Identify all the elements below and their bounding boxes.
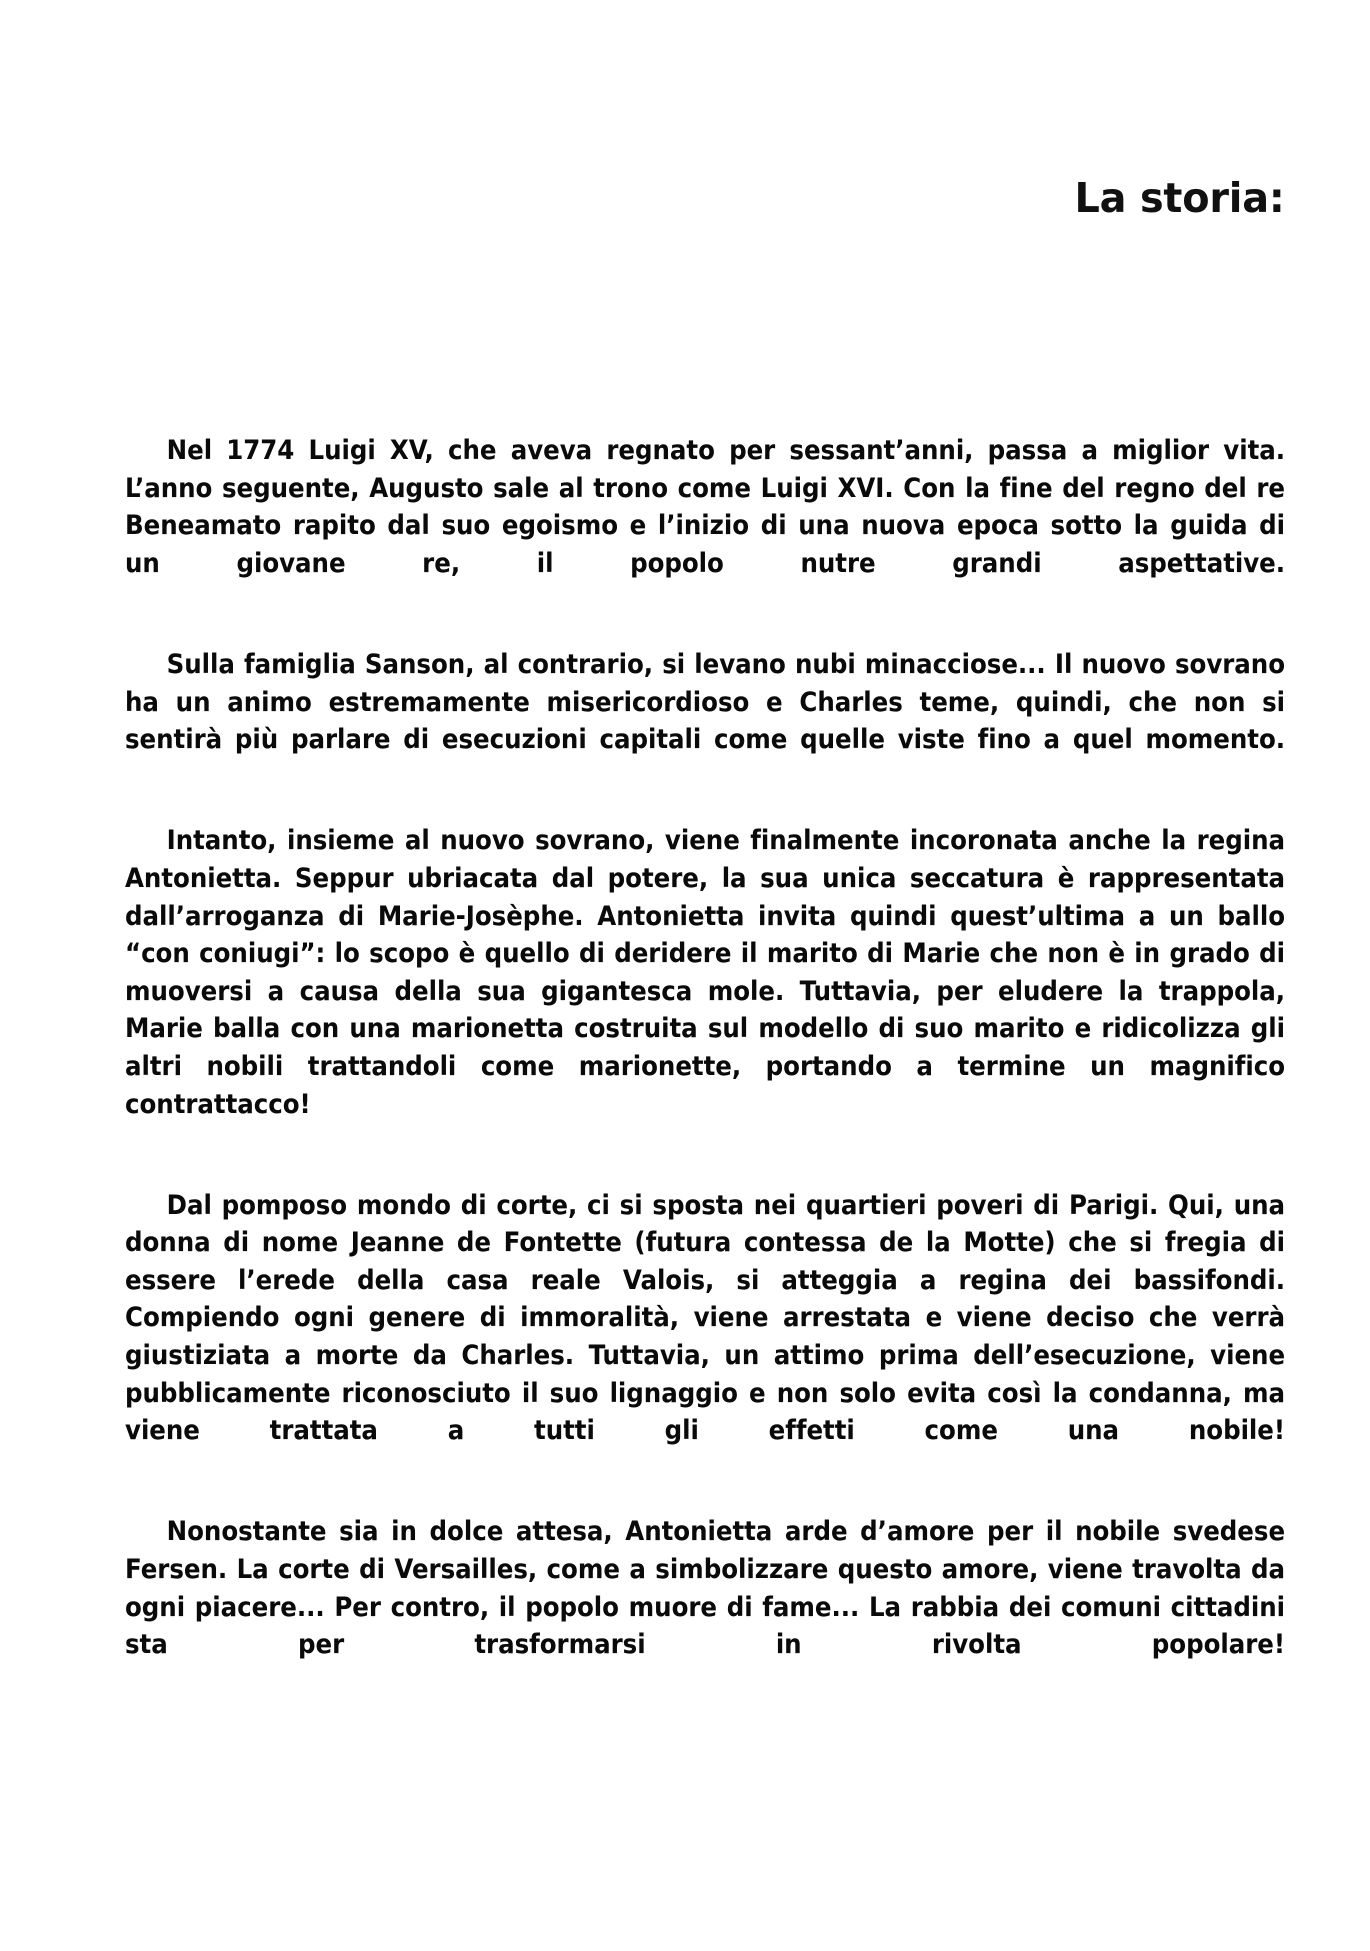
page-title: La storia: — [1074, 174, 1285, 223]
paragraph-2: Sulla famiglia Sanson, al contrario, si levano nubi minacciose... Il nuovo sovrano ha un animo estremamente misericordioso e Charles teme, quindi, che non si sentirà più parlare di esecuzioni capitali come quelle viste fino a quel momento. — [125, 648, 1286, 756]
page-heading-container — [125, 150, 1285, 248]
paragraph-5: Nonostante sia in dolce attesa, Antonietta arde d’amore per il nobile svedese Fersen. La corte di Versailles, come a simbolizzare questo amore, viene travolta da ogni piacere... Per contro, il popolo muore di fame... La rabbia dei comuni cittadini sta per trasformarsi in rivolta popolare! — [125, 1516, 1286, 1661]
paragraph-1: Nel 1774 Luigi XV, che aveva regnato per sessant’anni, passa a miglior vita. L’anno seguente, Augusto sale al trono come Luigi XVI. Con la fine del regno del re Beneamato rapito dal suo egoismo e l’inizio di una nuova epoca sotto la guida di un giovane re, il popolo nutre grandi aspettative. — [125, 435, 1286, 579]
body-text-block — [125, 432, 1285, 1701]
paragraph-4: Dal pomposo mondo di corte, ci si sposta nei quartieri poveri di Parigi. Qui, una donna di nome Jeanne de Fontette (futura contessa de la Motte) che si fregia di essere l’erede della casa reale Valois, si atteggia a regina dei bassifondi. Compiendo ogni genere di immoralità, viene arrestata e viene deciso che verrà giustiziata a morte da Charles. Tuttavia, un attimo prima dell’esecuzione, viene pubblicamente riconosciuto il suo lignaggio e non solo evita così la condanna, ma viene trattata a tutti gli effetti come una nobile! — [125, 1189, 1286, 1447]
paragraph-3: Intanto, insieme al nuovo sovrano, viene finalmente incoronata anche la regina Antonietta. Seppur ubriacata dal potere, la sua unica seccatura è rappresentata dall’arroganza di Marie-Josèphe. Antonietta invita quindi quest’ultima a un ballo “con coniugi”: lo scopo è quello di deridere il marito di Marie che non è in grado di muoversi a causa della sua gigantesca mole. Tuttavia, per eludere la trappola, Marie balla con una marionetta costruita sul modello di suo marito e ridicolizza gli altri nobili trattandoli come marionette, portando a termine un magnifico contrattacco! — [125, 825, 1286, 1120]
